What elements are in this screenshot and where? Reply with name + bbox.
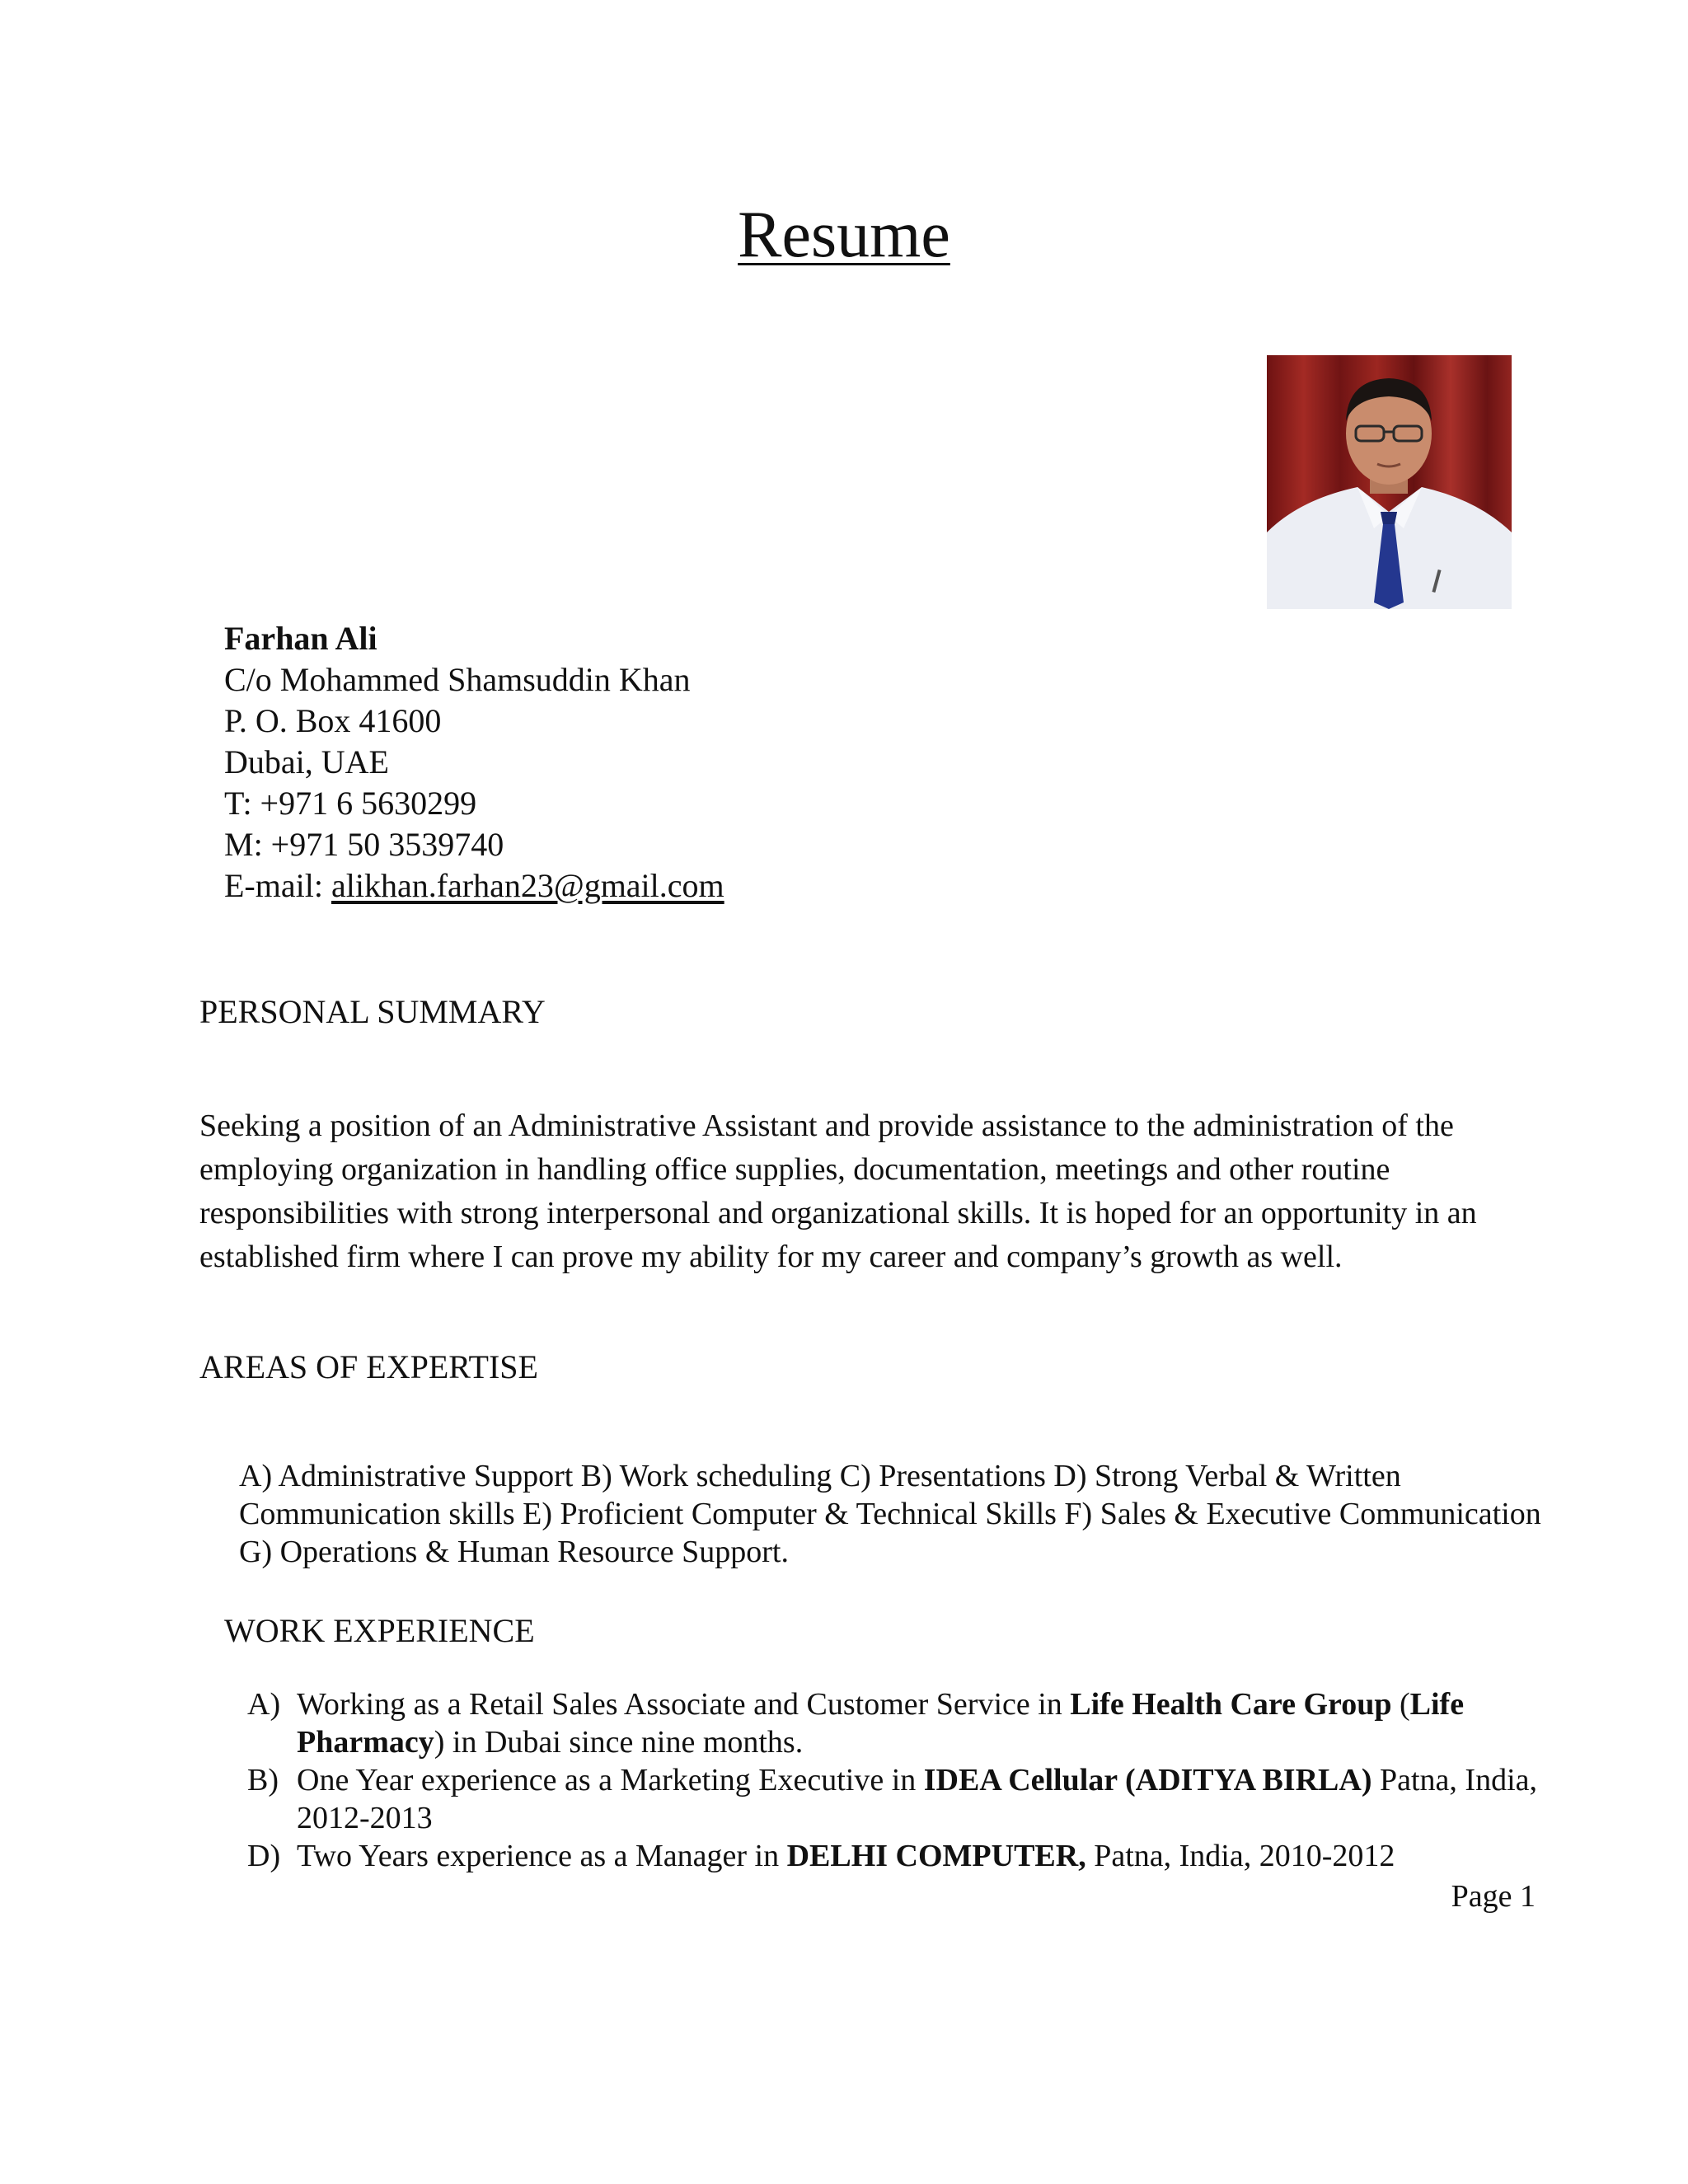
employer-name: DELHI COMPUTER, [786,1839,1086,1873]
work-item-text: One Year experience as a Marketing Executive in [297,1763,924,1797]
work-item-marker: A) [247,1687,281,1722]
work-item-text: Two Years experience as a Manager in [297,1839,787,1873]
work-item [247,1761,1541,1837]
address-line-care-of: C/o Mohammed Shamsuddin Khan [224,661,691,698]
profile-photo [1267,355,1512,609]
address-line-po-box: P. O. Box 41600 [224,702,442,739]
personal-summary-heading: PERSONAL SUMMARY [199,993,546,1030]
email-link[interactable]: alikhan.farhan23@gmail.com [331,867,724,904]
mobile-number: M: +971 50 3539740 [224,826,504,863]
phone-number: T: +971 6 5630299 [224,785,477,822]
work-experience-heading: WORK EXPERIENCE [224,1612,535,1649]
work-item-text: ( [1391,1687,1410,1722]
page-title: Resume [738,199,950,271]
areas-of-expertise-heading: AREAS OF EXPERTISE [199,1348,538,1385]
work-item-text: ) in Dubai since nine months. [434,1725,804,1760]
work-item [247,1685,1541,1761]
employer-name: IDEA Cellular (ADITYA BIRLA) [923,1763,1372,1797]
personal-summary-text: Seeking a position of an Administrative Assistant and provide assistance to the administration of the employing organization in handling office supplies, documentation, meetings and other routine responsibilities with strong interpersonal and organizational skills. It is hoped for an opportunity in an established firm where I can prove my ability for my career and company’s growth as well. [199,1108,1477,1274]
work-item-marker: D) [247,1839,281,1873]
work-item-marker: B) [247,1763,279,1797]
work-experience-list [247,1685,1541,1875]
areas-of-expertise-text: A) Administrative Support B) Work scheduling C) Presentations D) Strong Verbal & Written Communication skills E) Proficient Computer & Technical Skills F) Sales & Executive Communication G) Operations & Human Resource Support. [239,1459,1541,1569]
work-item [247,1837,1541,1875]
work-item-text: Patna, India, 2012-2013 [297,1763,1537,1835]
work-item-text: Working as a Retail Sales Associate and Customer Service in [297,1687,1071,1722]
candidate-name: Farhan Ali [224,620,377,657]
employer-subname: Life Pharmacy [297,1687,1465,1760]
employer-name: Life Health Care Group [1070,1687,1392,1722]
email-label: E-mail: [224,867,331,904]
address-line-city: Dubai, UAE [224,743,389,780]
email-row [224,865,724,907]
page-number: Page 1 [1451,1879,1536,1914]
work-item-text: Patna, India, 2010-2012 [1085,1839,1395,1873]
contact-block [224,618,724,907]
